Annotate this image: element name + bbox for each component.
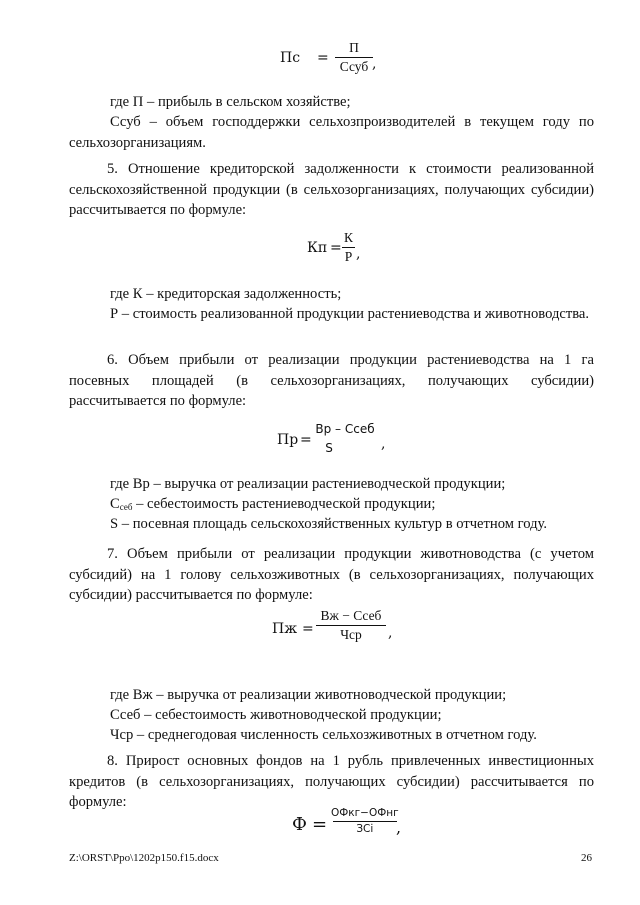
formula-lhs: Пж: [272, 621, 298, 637]
definition-line: Р – стоимость реализованной продукции растениеводства и животноводства.: [110, 306, 590, 322]
formula-eq: =: [330, 240, 342, 256]
formula-lhs: Пр: [277, 432, 299, 448]
formula-fraction: [316, 608, 386, 643]
definition-line: Ссеб – себестоимость животноводческой продукции;: [110, 707, 442, 723]
paragraph-item-6: 6. Объем прибыли от реализации продукции растениеводства на 1 га посевных площадей (в сельхозорганизациях, получающих субсидии) рассчитывается по формуле:: [69, 352, 594, 409]
fraction-bar: [335, 57, 373, 58]
formula-denominator: Чср: [340, 627, 362, 642]
definition-line: где П – прибыль в сельском хозяйстве;: [110, 94, 351, 110]
page-number: 26: [581, 852, 592, 864]
definition-line: где К – кредиторская задолженность;: [110, 286, 342, 302]
formula-fraction: [335, 40, 373, 75]
formula-lhs: Ф: [292, 814, 307, 835]
formula-numerator: П: [349, 40, 359, 55]
formula-tail: ,: [381, 436, 386, 452]
formula-lhs: Кп: [307, 240, 328, 256]
formula-tail: ,: [396, 818, 402, 837]
formula-numerator: К: [343, 230, 353, 245]
definition-line: S – посевная площадь сельскохозяйственных культур в отчетном году.: [110, 516, 548, 532]
formula-eq: =: [302, 621, 314, 637]
fraction-bar: [316, 625, 386, 626]
paragraph-item-5: 5. Отношение кредиторской задолженности к стоимости реализованной сельскохозяйственной продукции (в сельхозорганизациях, получающих субсидии) рассчитывается по формуле:: [69, 161, 594, 218]
formula-denominator: Р: [344, 249, 353, 264]
fraction-bar: [342, 247, 355, 248]
paragraph-item-7: 7. Объем прибыли от реализации продукции животноводства (с учетом субсидий) на 1 голову сельхозживотных (в сельхозорганизациях, получающих субсидии) рассчитывается по формуле:: [69, 546, 594, 603]
fraction-bar: [314, 438, 376, 439]
formula-tail: ,: [388, 625, 393, 641]
symbol-subscript: себ: [119, 502, 133, 512]
formula-tail: ,: [356, 246, 361, 262]
formula-fraction: [314, 421, 376, 456]
formula-eq: =: [300, 432, 312, 448]
paragraph-item-8: 8. Прирост основных фондов на 1 рубль привлеченных инвестиционных кредитов (в сельхозорганизациях, получающих субсидии) рассчитывается по формуле:: [69, 753, 594, 810]
formula-fraction: [331, 807, 402, 837]
definition-line: где Вр – выручка от реализации растениеводческой продукции;: [110, 476, 506, 492]
formula-denominator: S: [325, 441, 333, 455]
definition-line: Ссуб – объем господдержки сельхозпроизводителей в текущем году по сельхозорганизациям.: [69, 114, 594, 151]
footer-file-path: Z:\ORST\Ppo\1202p150.f15.docx: [69, 852, 219, 864]
formula-denominator: Ссуб: [339, 59, 369, 74]
formula-eq: =: [317, 50, 329, 66]
definition-text: – себестоимость растениеводческой продукции;: [132, 496, 436, 512]
symbol-main: С: [110, 496, 120, 512]
formula-denominator: ЗСі: [356, 823, 374, 835]
formula-eq: =: [312, 814, 328, 835]
definition-line: Чср – среднегодовая численность сельхозживотных в отчетном году.: [110, 727, 537, 743]
formula-numerator: Вж − Ссеб: [320, 608, 382, 623]
fraction-bar: [333, 821, 397, 822]
formula-lhs: Пс: [280, 50, 301, 66]
formula-tail: ,: [372, 56, 377, 72]
definition-line: где Вж – выручка от реализации животноводческой продукции;: [110, 687, 507, 703]
formula-fraction: [342, 230, 355, 265]
formula-numerator: Вр – Ссеб: [315, 422, 375, 436]
formula-numerator: ОФкг−ОФнг: [331, 807, 399, 819]
